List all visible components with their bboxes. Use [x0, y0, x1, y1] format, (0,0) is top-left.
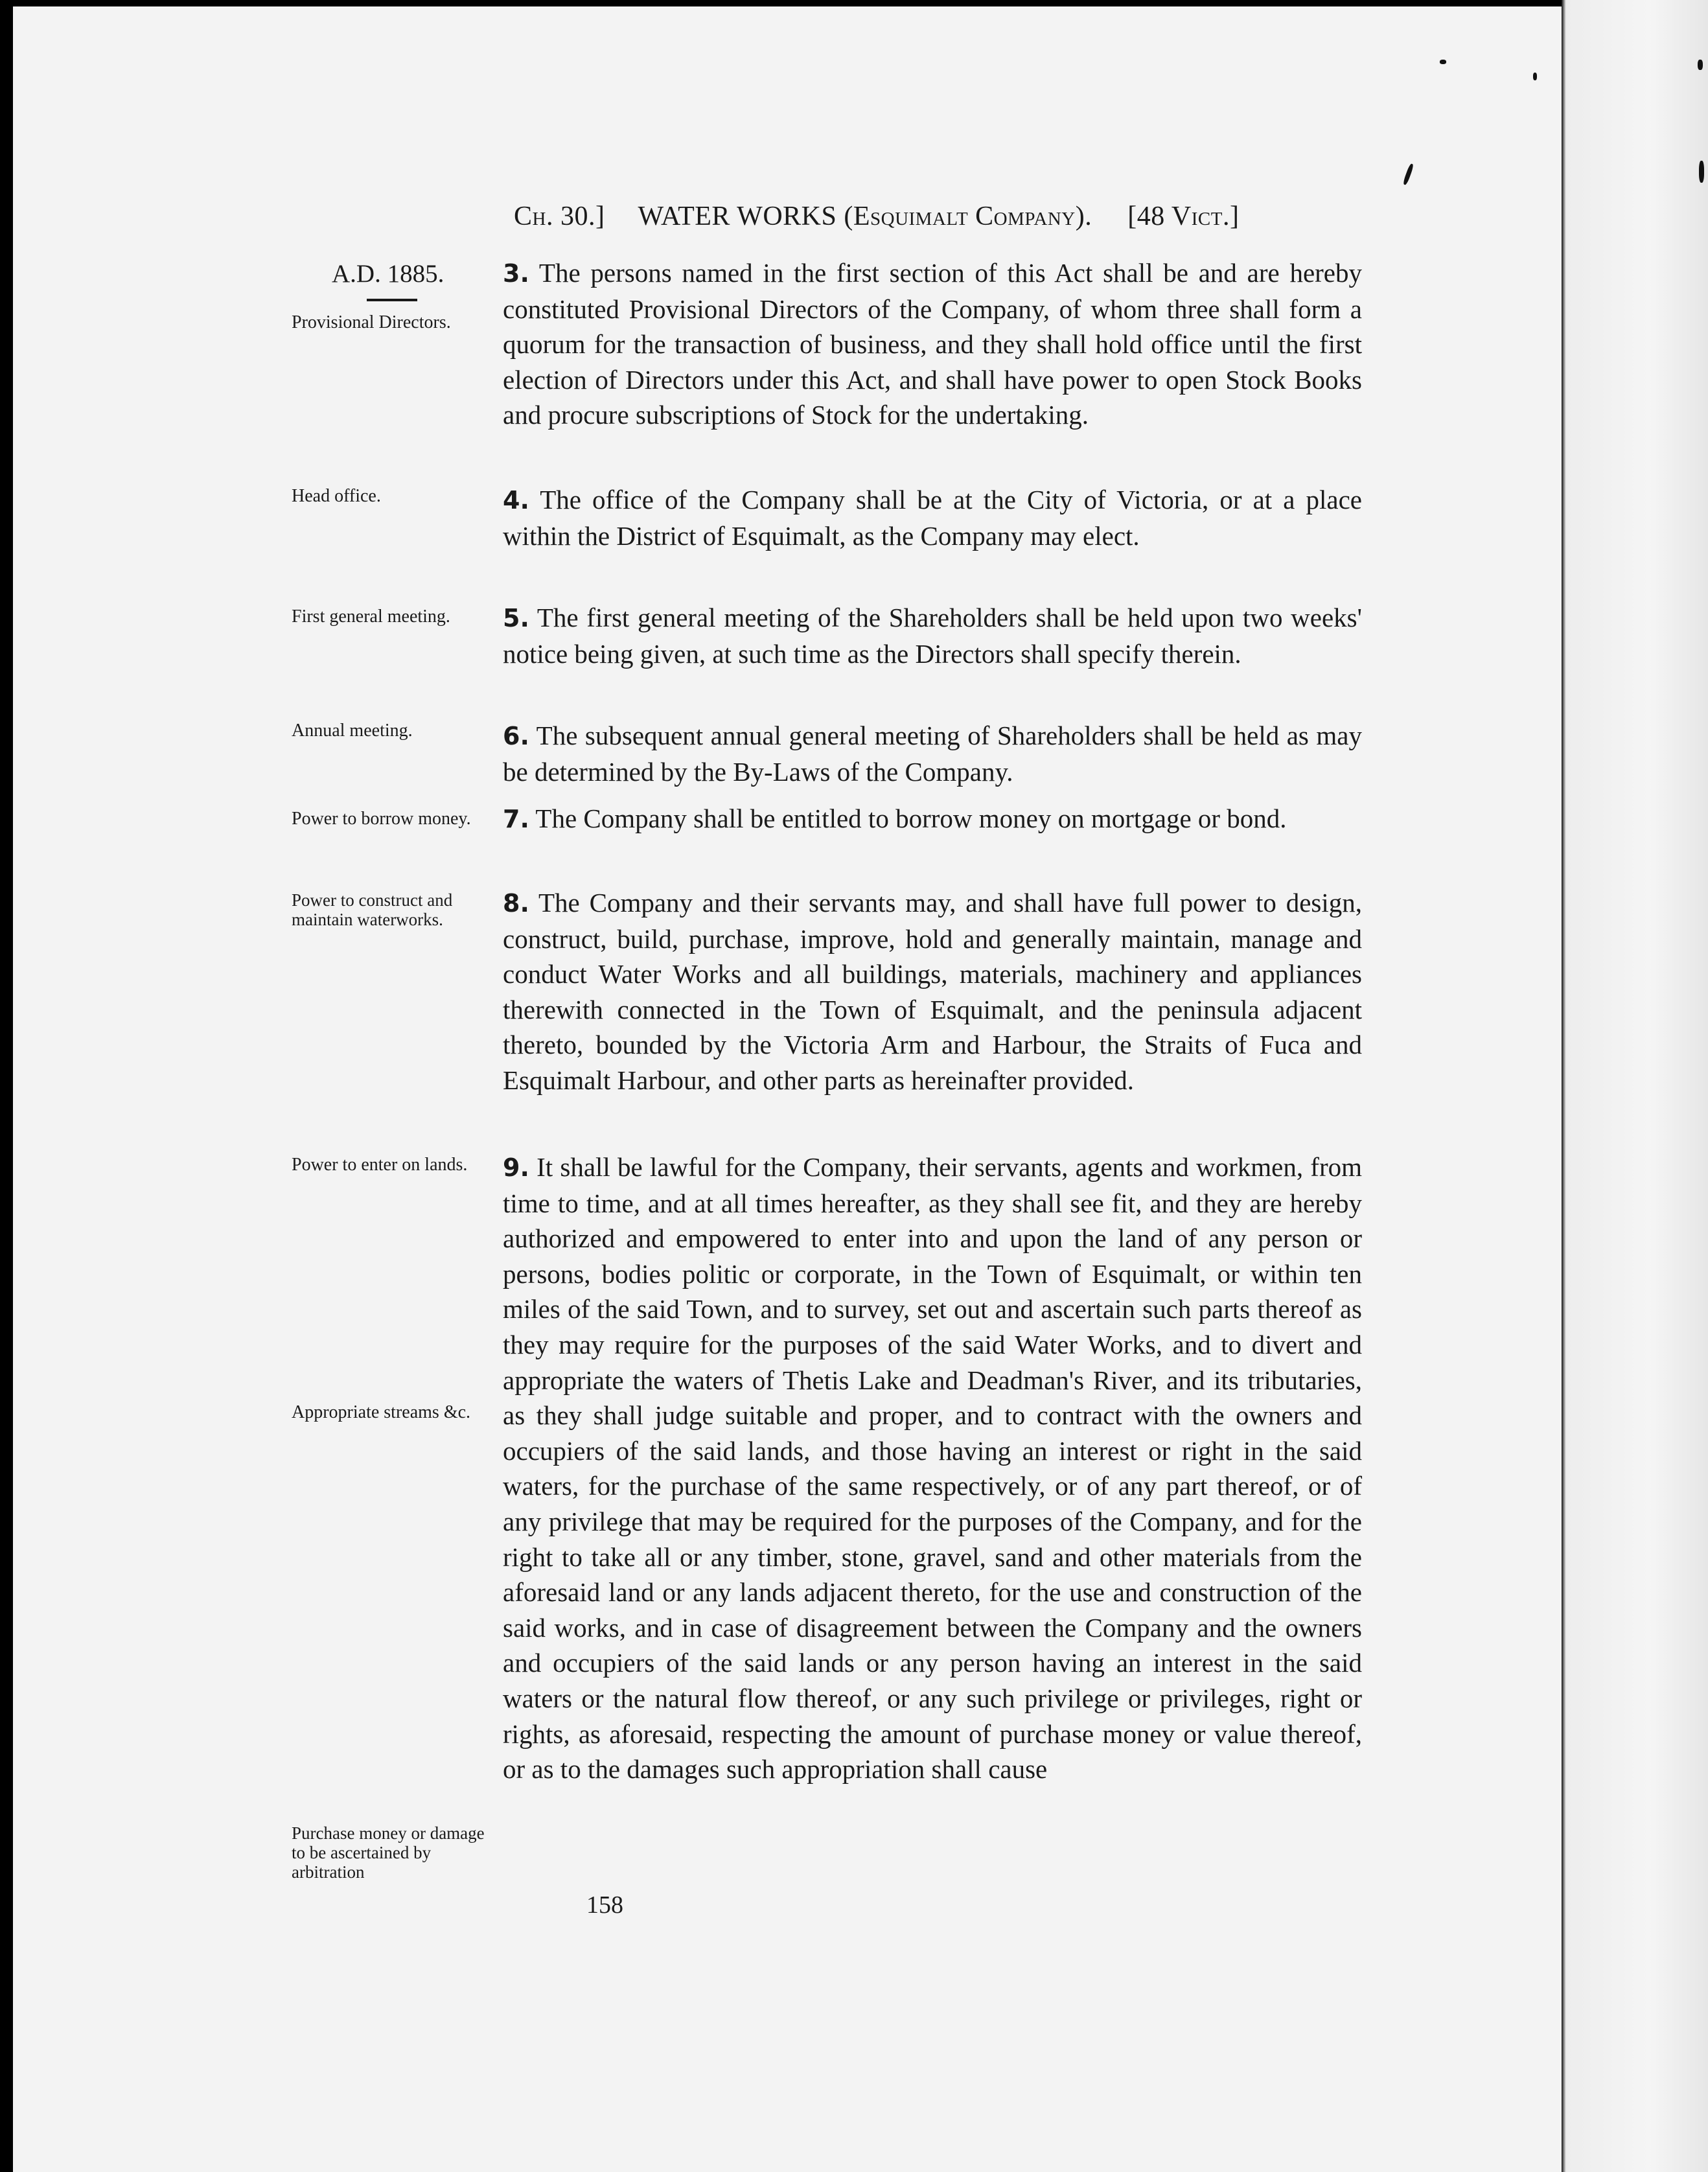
regnal-year: [48 Vict.] [1127, 202, 1240, 231]
section-3 [503, 255, 1362, 433]
scan-speck [1698, 60, 1703, 70]
section-text: It shall be lawful for the Company, their servants, agents and workmen, from time to time, and at all times hereafter, as they shall see fit, and they are hereby authorized and empowered to enter into and upon the land of any person or persons, bodies politic or corporate, in the Town of Esquimalt, or within ten miles of the said Town, and to survey, set out and ascertain such parts thereof as they may require for the purposes of the said Water Works, and to divert and appropriate the waters of Thetis Lake and Deadman's River, and its tributaries, as they shall judge suitable and proper, and to contract with the owners and occupiers of the said lands, and those having an interest or right in the said waters, for the purchase of the same respectively, or of any part thereof, or of any privilege that may be required for the purposes of the Company, and for the right to take all or any timber, stone, gravel, sand and other materials from the aforesaid land or any lands adjacent thereto, for the use and construction of the said works, and in case of disagreement between the Company and the owners and occupiers of the said lands or any person having an interest in the said waters or the natural flow thereof, or any such privilege or privileges, right or rights, as aforesaid, respecting the amount of purchase money or value thereof, or as to the damages such appropriation shall cause [503, 1152, 1363, 1785]
section-text: The Company shall be entitled to borrow money on mortgage or bond. [535, 803, 1287, 833]
facing-page-edge [1562, 0, 1708, 2172]
margin-note-provisional-directors: Provisional Directors. [292, 312, 451, 332]
section-number: 4. [503, 486, 529, 514]
section-4 [503, 482, 1362, 553]
margin-note-annual-meeting: Annual meeting. [292, 721, 413, 741]
margin-note-power-to-borrow: Power to borrow money. [292, 809, 471, 829]
margin-note-head-office: Head office. [292, 486, 381, 506]
scan-speck [1440, 60, 1446, 64]
scan-speck [1699, 161, 1704, 183]
section-text: The Company and their servants may, and shall have full power to design, construct, build, purchase, improve, hold and generally maintain, manage and conduct Water Works and all buildings, materials, machinery and appliances therewith connected in the Town of Esquimalt, and the peninsula adjacent thereto, bounded by the Victoria Arm and Harbour, the Straits of Fuca and Esquimalt Harbour, and other parts as hereinafter provided. [503, 888, 1362, 1095]
year-marker: A.D. 1885. [332, 260, 444, 288]
margin-note-power-to-construct: Power to construct and maintain waterworks. [292, 890, 453, 929]
section-text: The persons named in the first section of this Act shall be and are hereby constituted Provisional Directors of the Company, of whom three shall form a quorum for the transaction of business, and they shall hold office until the first election of Directors under this Act, and shall have power to open Stock Books and procure subscriptions of Stock for the undertaking. [503, 258, 1362, 430]
section-number: 7. [503, 805, 529, 833]
section-text: The subsequent annual general meeting of Shareholders shall be held as may be determined by the By-Laws of the Company. [503, 721, 1362, 787]
section-number: 5. [503, 604, 529, 632]
section-text: The office of the Company shall be at the City of Victoria, or at a place within the District of Esquimalt, as the Company may elect. [503, 485, 1363, 551]
section-5 [503, 600, 1362, 671]
margin-note-power-to-enter: Power to enter on lands. [292, 1155, 468, 1175]
section-text: The first general meeting of the Shareholders shall be held upon two weeks' notice being given, at such time as the Directors shall specify therein. [503, 603, 1362, 669]
section-number: 6. [503, 722, 529, 750]
section-6 [503, 718, 1362, 789]
section-number: 3. [503, 259, 529, 288]
page-number: 158 [586, 1891, 623, 1919]
year-rule [367, 299, 417, 301]
margin-note-first-general-meeting: First general meeting. [292, 607, 450, 627]
running-head [514, 201, 1382, 232]
section-number: 8. [503, 889, 529, 918]
section-9 [503, 1150, 1362, 1787]
chapter-label: Ch. 30.] [514, 202, 605, 231]
margin-note-appropriate-streams: Appropriate streams &c. [292, 1402, 471, 1422]
section-number: 9. [503, 1153, 529, 1182]
margin-note-purchase-money: Purchase money or damage to be ascertained by arbitration [292, 1823, 485, 1882]
act-title: WATER WORKS (Esquimalt Company). [638, 202, 1092, 231]
scan-speck [1533, 73, 1537, 80]
section-7 [503, 801, 1362, 837]
section-8 [503, 885, 1362, 1098]
